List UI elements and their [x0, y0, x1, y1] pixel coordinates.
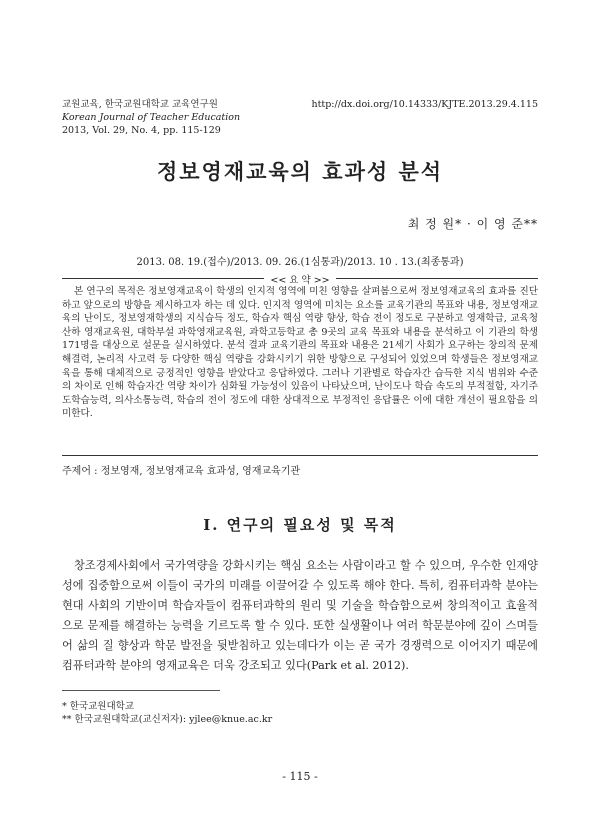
journal-name-ko: 교원교육, 한국교원대학교 교육연구원 [62, 99, 218, 110]
body-paragraph: 창조경제사회에서 국가역량을 강화시키는 핵심 요소는 사람이라고 할 수 있으며, 우수한 인재양성에 집중함으로써 이들이 국가의 미래를 이끌어갈 수 있도록 해야 한다. 특히, 컴퓨터과학 분야는 현대 사회의 기반이며 학습자들이 컴퓨터과학의 원리 및 기술을 학습함으로써 창의적이고 효율적으로 문제를 해결하는 능력을 기르도록 할 수 있다. 또한 실생활이나 여러 학문분야에 깊이 스며들어 삶의 질 향상과 학문 발전을 뒷받침하고 있는데다가 이는 곧 국가 경쟁력으로 이어지기 때문에 컴퓨터과학 분야의 영재교육은 더욱 강조되고 있다(Park et al. 2012). [62, 559, 538, 672]
page-number: - 115 - [282, 770, 318, 783]
keywords-rule [62, 455, 538, 456]
submission-dates: 2013. 08. 19.(접수)/2013. 09. 26.(1심통과)/2013. 10 . 13.(최종통과) [136, 257, 464, 268]
journal-header [62, 98, 240, 137]
journal-volume: 2013, Vol. 29, No. 4, pp. 115-129 [62, 125, 221, 136]
journal-name-en: Korean Journal of Teacher Education [62, 112, 241, 123]
doi-link[interactable]: http://dx.doi.org/10.14333/KJTE.2013.29.4.115 [311, 99, 538, 110]
abstract-text: 본 연구의 목적은 정보영재교육이 학생의 인지적 영역에 미친 영향을 살펴봄으로써 정보영재교육의 효과를 진단하고 앞으로의 방향을 제시하고자 하는 데 있다. 인지적 영역에 미치는 요소를 교육기관의 목표와 내용, 정보영재교육의 난이도, 정보영재학생의 지식습득 정도, 학습자 핵심 역량 향상, 학습 전이 정도로 구분하고 영재학급, 교육청 산하 영재교육원, 대학부설 과학영재교육원, 과학고등학교 총 9곳의 교육 목표와 내용을 분석하고 이 기관의 학생 171명을 대상으로 설문을 실시하였다. 분석 결과 교육기관의 목표와 내용은 21세기 사회가 요구하는 창의적 문제해결력, 논리적 사고력 등 다양한 핵심 역량을 강화시키기 위한 방향으로 구성되어 있었으며 학생들은 정보영재교육을 통해 대체적으로 긍정적인 영향을 받았다고 응답하였다. 그러나 기관별로 학습자간 습득한 지식 범위와 수준의 차이로 인해 학습자간 역량 차이가 심화될 가능성이 있음이 나타났으며, 난이도나 학습 속도의 부적절함, 자기주도학습능력, 의사소통능력, 학습의 전이 정도에 대한 상대적으로 부정적인 응답률은 이에 대한 개선이 필요함을 의미한다. [62, 286, 538, 420]
abstract [62, 272, 538, 421]
authors: 최 정 원* · 이 영 준** [407, 217, 538, 231]
abstract-label: << 요 약 >> [264, 275, 335, 286]
section-heading: Ⅰ. 연구의 필요성 및 목적 [203, 516, 397, 534]
paper-title: 정보영재교육의 효과성 분석 [156, 159, 444, 184]
footnote-corresponding-author: ** 한국교원대학교(교신저자): yjlee@knue.ac.kr [62, 714, 273, 725]
footnote-rule [62, 690, 220, 691]
keywords: 주제어 : 정보영재, 정보영재교육 효과성, 영재교육기관 [62, 466, 301, 477]
footnote-affiliation: * 한국교원대학교 [62, 701, 135, 712]
